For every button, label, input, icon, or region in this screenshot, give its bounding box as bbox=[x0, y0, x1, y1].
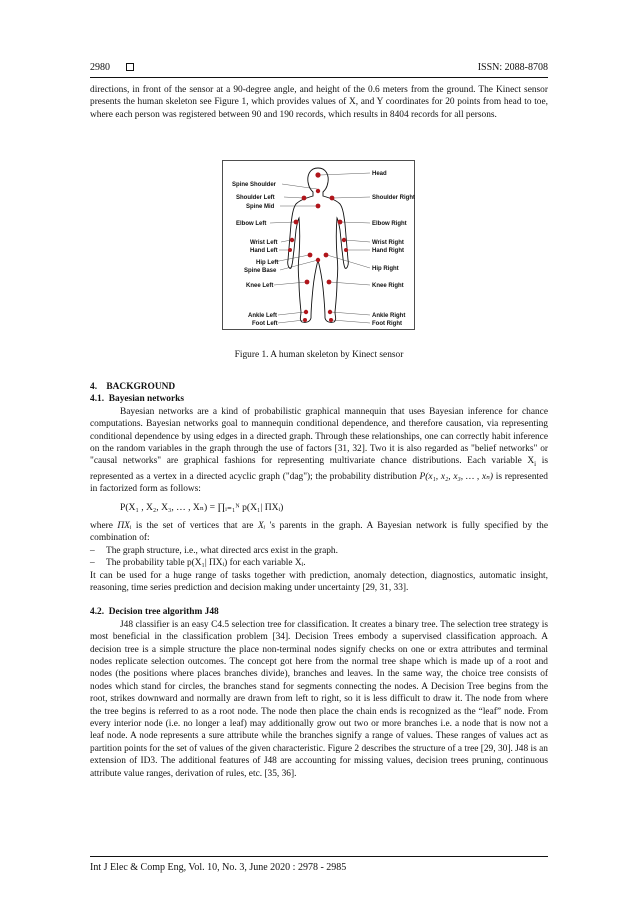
square-icon bbox=[126, 63, 134, 71]
joint-shoulder-left bbox=[302, 196, 307, 201]
footer-rule bbox=[90, 856, 548, 857]
joint-knee-left bbox=[305, 280, 310, 285]
factorization-equation: P(X₁ , X₂, X₃, … , Xₙ) = ∏ᵢ₌₁ᴺ p(X₁| ΠXᵢ) bbox=[120, 501, 284, 513]
label-elbow-left: Elbow Left bbox=[236, 221, 267, 227]
figure-1 bbox=[222, 160, 415, 330]
page-footer: Int J Elec & Comp Eng, Vol. 10, No. 3, June 2020 : 2978 - 2985 bbox=[90, 862, 347, 873]
header-rule bbox=[90, 77, 548, 78]
joint-foot-left bbox=[303, 318, 307, 322]
j48-paragraph: J48 classifier is an easy C4.5 selection tree for classification. It creates a binary tree. The selection tree strategy is most beneficial in the classification problem [34]. Decision Trees embody a supervised classification approach. A decision tree is a simple structure the place non-terminal nodes signify checks on one or extra attributes and terminal nodes replicate selection outcomes. The concept got here from the normal tree shape which is made up of a root and nodes (the positions where places branches divide), branches and leaves. In the same way, the choice tree consists of nodes which stand for circles, the branches stand for segments connecting the nodes. A Decision Tree begins from the root, strikes downward and normally are drawn from left to right, so it is less difficult to draw it. The node from where the tree begins is referred to as a root node. The node then place the chain ends is recognized as the “leaf” node. From every interior node (i.e. no longer a leaf) may additionally grow out two or more branches i.e. a node that is now not a leaf node. A node represents a sure attribute while the branches signify a range of values. These ranges of values act as partition points for the set of values of the given characteristic. Figure 2 describes the structure of a tree [29, 30]. J48 is an extension of ID3. The additional features of J48 are accounting for missing values, decision trees pruning, continuous attribute value ranges, derivation of rules, etc. [35, 36]. bbox=[90, 619, 548, 779]
intro-paragraph: directions, in front of the sensor at a 90-degree angle, and height of the 0.6 meters from the ground. The Kinect sensor presents the human skeleton see Figure 1, which provides values of X, and Y coordinates for 20 points from head to toe, where each person was registered between 90 and 190 records, which results in 8404 records for all persons. bbox=[90, 85, 548, 120]
joint-foot-right bbox=[329, 318, 333, 322]
label-knee-left: Knee Left bbox=[246, 283, 274, 289]
label-knee-right: Knee Right bbox=[372, 283, 404, 289]
section-4 bbox=[90, 381, 548, 780]
label-spine-base: Spine Base bbox=[244, 268, 277, 274]
joint-knee-right bbox=[327, 280, 332, 285]
joint-ankle-left bbox=[304, 310, 308, 314]
figure-caption: Figure 1. A human skeleton by Kinect sensor bbox=[234, 350, 404, 360]
label-foot-left: Foot Left bbox=[252, 321, 278, 327]
label-wrist-right: Wrist Right bbox=[372, 240, 404, 246]
joint-elbow-right bbox=[338, 220, 343, 225]
joint-elbow-left bbox=[294, 220, 299, 225]
page-number: 2980 bbox=[90, 61, 110, 73]
label-shoulder-left: Shoulder Left bbox=[236, 195, 275, 201]
joint-hand-left bbox=[288, 248, 292, 252]
joint-hip-left bbox=[308, 253, 313, 258]
label-shoulder-right: Shoulder Right bbox=[372, 195, 415, 201]
page-header bbox=[90, 60, 548, 74]
bayesian-uses-paragraph: It can be used for a huge range of tasks together with prediction, anomaly detection, diagnostics, automatic insight, reasoning, time series prediction and decision making under uncertainty [29, 31, 33]. bbox=[90, 570, 548, 593]
joint-spine-mid bbox=[316, 204, 321, 209]
joint-hand-right bbox=[344, 248, 348, 252]
label-elbow-right: Elbow Right bbox=[372, 221, 407, 227]
joint-hip-right bbox=[324, 253, 329, 258]
bullet-item: – The graph structure, i.e., what directed arcs exist in the graph. bbox=[90, 545, 338, 556]
joint-shoulder-right bbox=[330, 196, 335, 201]
label-head: Head bbox=[372, 171, 387, 177]
bayesian-paragraph: Bayesian networks are a kind of probabilistic graphical mannequin that uses Bayesian inference for chance computations. Bayesian networks goal to mannequin conditional dependence, and therefore causation, via representing conditional dependence by using edges in a directed graph. Through these relationships, one can correctly habit inference on the random variables in the graph through the use of factors [31, 32]. Two it is also regarded as "belief networks" or "causal networks" are graphical fashions for representing multivariate chance distributions. Each variable $X_i$ is represented as a vertex in a directed acyclic graph ("dag"); the probability distribution P(x₁, x₂, x₃, … , xₙ) is represented in factorized form as follows: bbox=[90, 406, 548, 495]
label-hip-right: Hip Right bbox=[372, 266, 399, 272]
label-wrist-left: Wrist Left bbox=[250, 240, 278, 246]
section-title: 4. BACKGROUND bbox=[90, 382, 176, 392]
issn: ISSN: 2088-8708 bbox=[477, 61, 548, 73]
joint-spine-base bbox=[316, 258, 320, 262]
joint-spine-shoulder bbox=[316, 189, 320, 193]
where-paragraph: where ΠXᵢ is the set of vertices that are Xᵢ 's parents in the graph. A Bayesian network is fully specified by the combination of: bbox=[90, 520, 548, 544]
label-ankle-left: Ankle Left bbox=[248, 313, 278, 319]
joint-wrist-left bbox=[290, 238, 294, 242]
subsection-title-j48: 4.2. Decision tree algorithm J48 bbox=[90, 607, 219, 618]
joint-ankle-right bbox=[328, 310, 332, 314]
label-foot-right: Foot Right bbox=[372, 321, 402, 327]
joint-head bbox=[315, 172, 320, 177]
skeleton-figure bbox=[222, 160, 415, 330]
joint-wrist-right bbox=[342, 238, 346, 242]
label-ankle-right: Ankle Right bbox=[372, 313, 406, 319]
intro-block bbox=[90, 84, 548, 121]
label-spine-shoulder: Spine Shoulder bbox=[232, 182, 277, 188]
subsection-title-bayesian: 4.1. Bayesian networks bbox=[90, 394, 185, 405]
bullet-item: – The probability table p(X₁| ΠXᵢ) for each variable Xᵢ. bbox=[90, 558, 306, 569]
label-hand-left: Hand Left bbox=[250, 248, 278, 254]
label-hip-left: Hip Left bbox=[256, 260, 279, 266]
label-hand-right: Hand Right bbox=[372, 248, 404, 254]
label-spine-mid: Spine Mid bbox=[246, 204, 275, 210]
